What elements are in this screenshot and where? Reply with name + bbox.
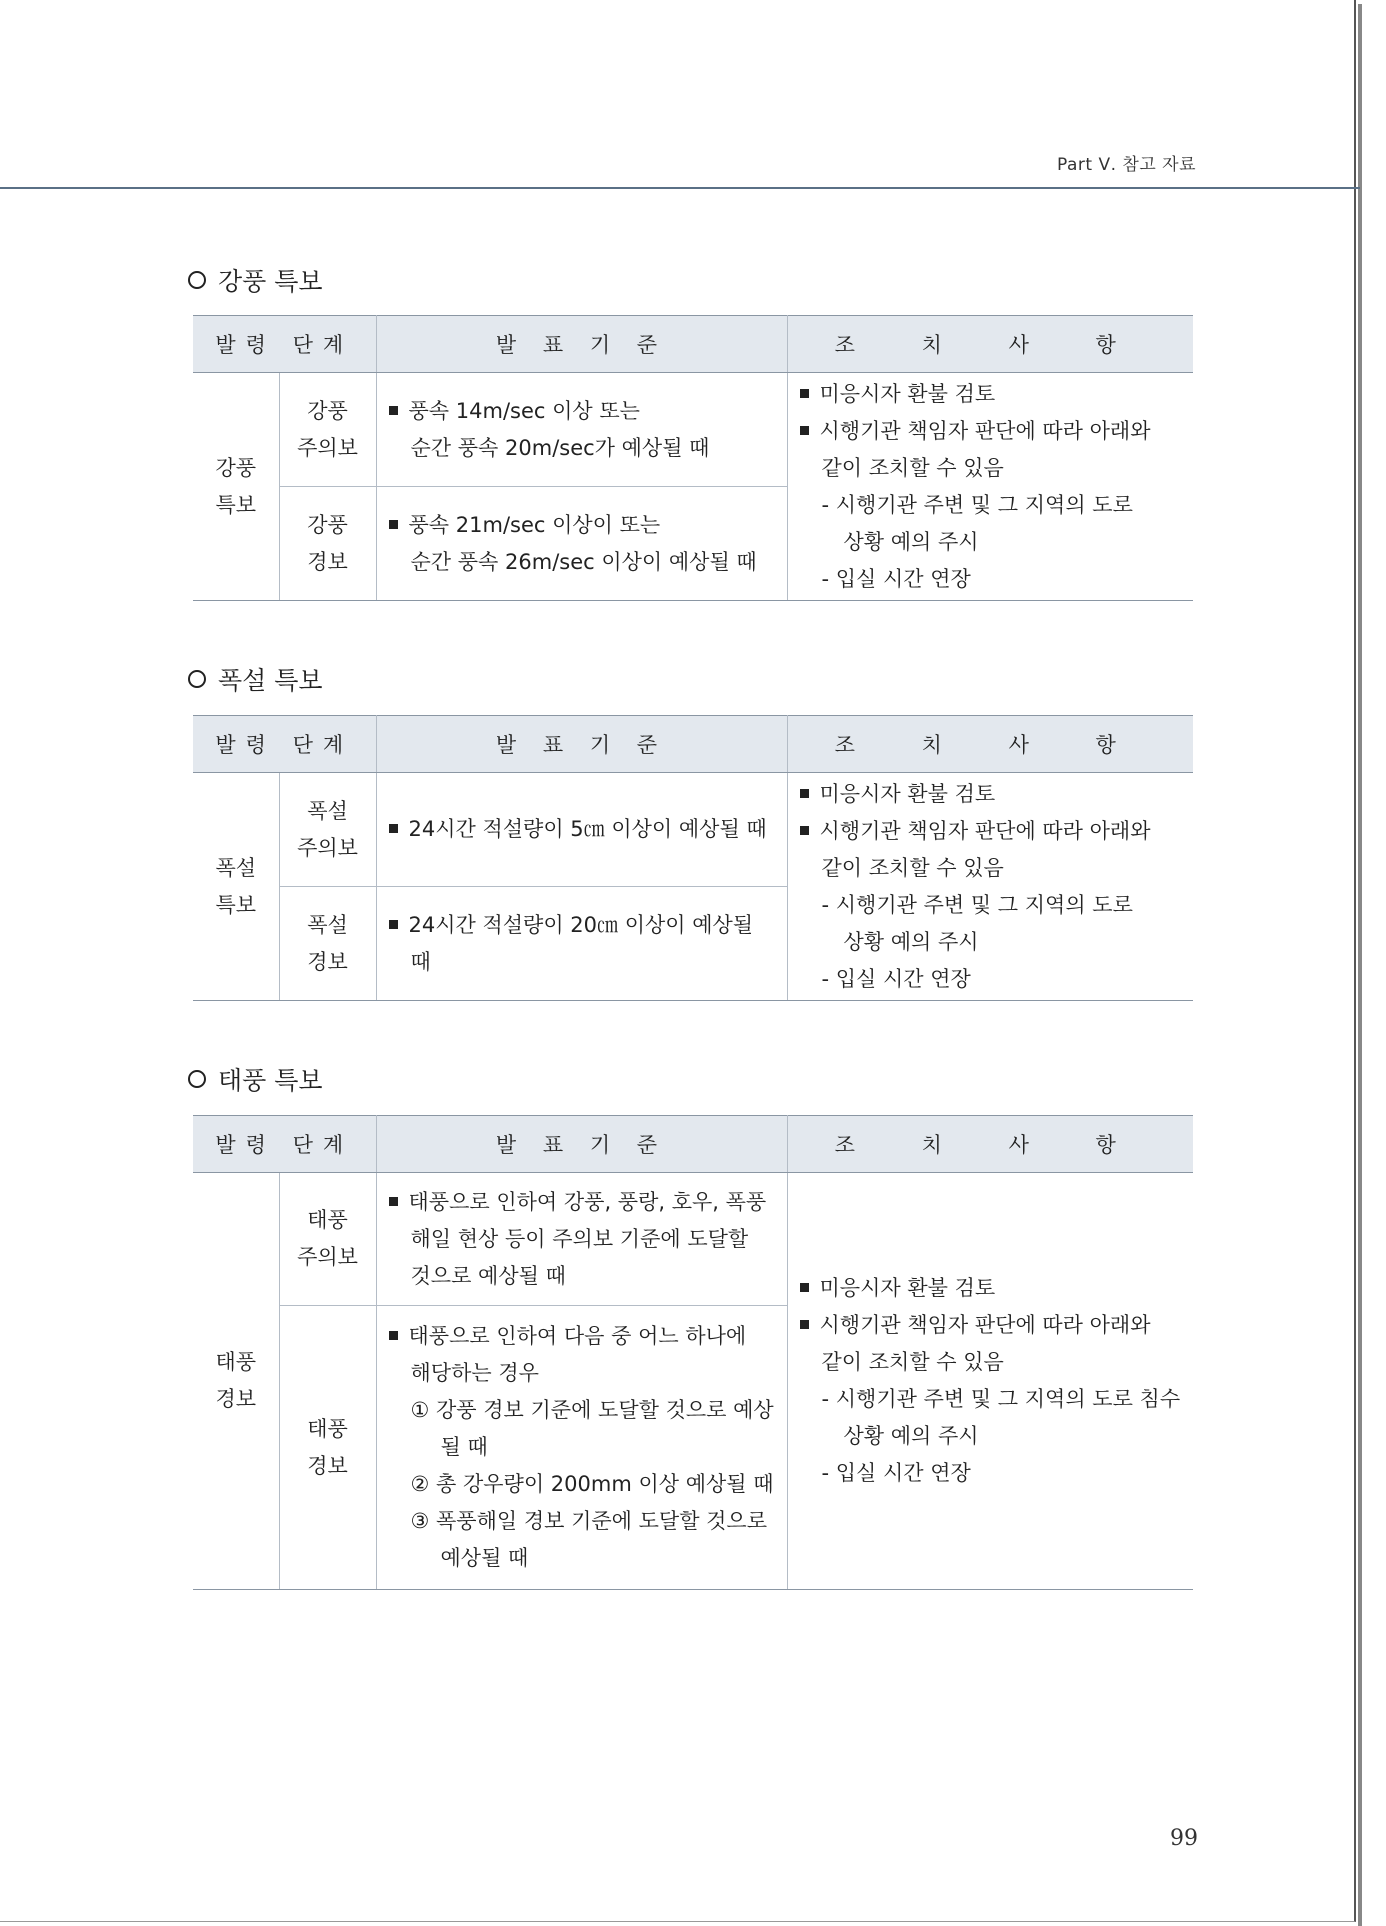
hollow-circle-bullet-icon: [188, 1070, 206, 1088]
level-cell: 태풍 경보: [279, 1306, 376, 1590]
criteria-cell: 태풍으로 인하여 다음 중 어느 하나에 해당하는 경우 ① 강풍 경보 기준에 도달할 것으로 예상 될 때 ② 총 강우량이 200mm 이상 예상될 때 ③ 폭풍해일 경보 기준에 도달할 것으로 예상될 때: [376, 1306, 787, 1590]
level-cell: 태풍 주의보: [279, 1173, 376, 1306]
square-bullet-icon: [389, 920, 398, 929]
square-bullet-icon: [800, 1283, 809, 1292]
header-criteria: 발 표 기 준: [376, 716, 787, 773]
section-title-typhoon: 태풍 특보: [188, 1061, 323, 1097]
square-bullet-icon: [800, 789, 809, 798]
header-rule: [0, 187, 1360, 189]
running-header: Part Ⅴ. 참고 자료: [1057, 155, 1196, 175]
square-bullet-icon: [800, 826, 809, 835]
level-cell: 폭설 주의보: [279, 773, 376, 887]
actions-cell: 미응시자 환불 검토 시행기관 책임자 판단에 따라 아래와 같이 조치할 수 있음 - 시행기관 주변 및 그 지역의 도로 침수 상황 예의 주시 - 입실 시간 연장: [787, 1173, 1193, 1590]
header-actions: 조 치 사 항: [787, 1116, 1193, 1173]
hollow-circle-bullet-icon: [188, 670, 206, 688]
actions-cell: 미응시자 환불 검토 시행기관 책임자 판단에 따라 아래와 같이 조치할 수 있음 - 시행기관 주변 및 그 지역의 도로 상황 예의 주시 - 입실 시간 연장: [787, 373, 1193, 601]
table-typhoon-advisory: [193, 1115, 1193, 1590]
section-title-snow: 폭설 특보: [188, 661, 323, 697]
criteria-cell: 태풍으로 인하여 강풍, 풍랑, 호우, 폭풍 해일 현상 등이 주의보 기준에 도달할 것으로 예상될 때: [376, 1173, 787, 1306]
square-bullet-icon: [800, 426, 809, 435]
square-bullet-icon: [389, 520, 398, 529]
square-bullet-icon: [389, 406, 398, 415]
square-bullet-icon: [800, 389, 809, 398]
level-cell: 강풍 주의보: [279, 373, 376, 487]
criteria-cell: 풍속 14m/sec 이상 또는 순간 풍속 20m/sec가 예상될 때: [376, 373, 787, 487]
stage-cell: 태풍 경보: [193, 1173, 279, 1590]
header-actions: 조 치 사 항: [787, 716, 1193, 773]
header-stage: 발령 단계: [193, 316, 376, 373]
criteria-cell: 24시간 적설량이 5㎝ 이상이 예상될 때: [376, 773, 787, 887]
stage-cell: 강풍 특보: [193, 373, 279, 601]
level-cell: 강풍 경보: [279, 487, 376, 601]
square-bullet-icon: [389, 1331, 398, 1340]
hollow-circle-bullet-icon: [188, 271, 206, 289]
stage-cell: 폭설 특보: [193, 773, 279, 1001]
criteria-cell: 24시간 적설량이 20㎝ 이상이 예상될 때: [376, 887, 787, 1001]
actions-cell: 미응시자 환불 검토 시행기관 책임자 판단에 따라 아래와 같이 조치할 수 있음 - 시행기관 주변 및 그 지역의 도로 상황 예의 주시 - 입실 시간 연장: [787, 773, 1193, 1001]
page-number: 99: [1170, 1826, 1198, 1851]
level-cell: 폭설 경보: [279, 887, 376, 1001]
header-actions: 조 치 사 항: [787, 316, 1193, 373]
page-edge-shadow: [1358, 4, 1362, 1926]
square-bullet-icon: [800, 1320, 809, 1329]
table-wind-advisory: [193, 315, 1193, 601]
square-bullet-icon: [389, 824, 398, 833]
header-criteria: 발 표 기 준: [376, 1116, 787, 1173]
header-stage: 발령 단계: [193, 1116, 376, 1173]
header-stage: 발령 단계: [193, 716, 376, 773]
square-bullet-icon: [389, 1197, 398, 1206]
table-snow-advisory: [193, 715, 1193, 1001]
criteria-cell: 풍속 21m/sec 이상이 또는 순간 풍속 26m/sec 이상이 예상될 때: [376, 487, 787, 601]
header-criteria: 발 표 기 준: [376, 316, 787, 373]
section-title-wind: 강풍 특보: [188, 262, 323, 298]
